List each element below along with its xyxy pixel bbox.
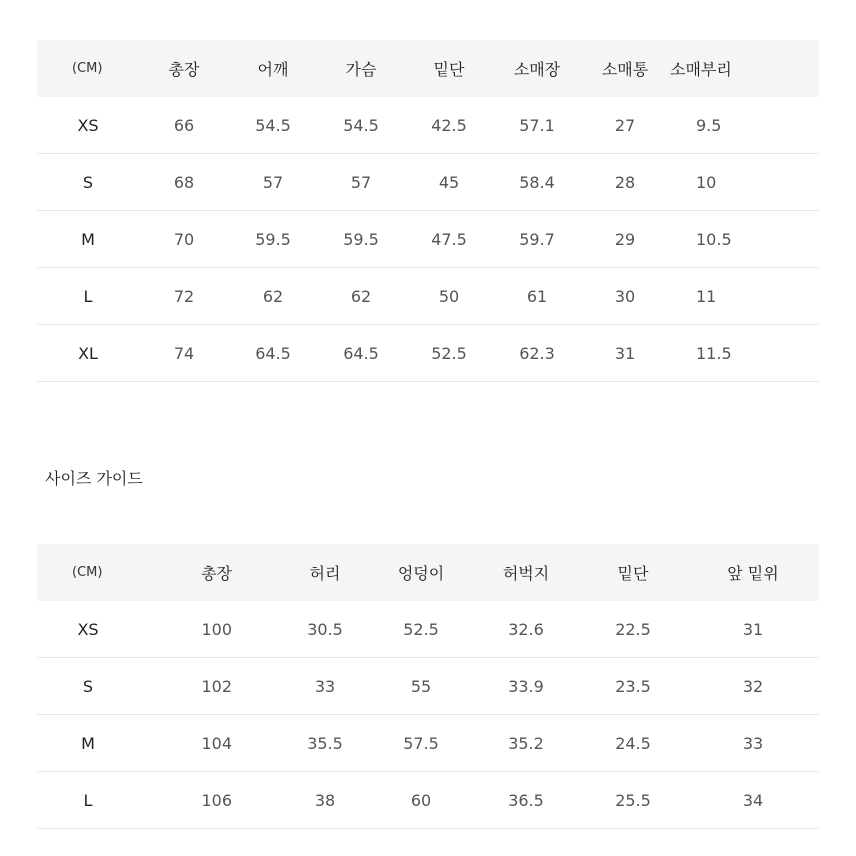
value-cell: 42.5 bbox=[405, 97, 493, 154]
unit-header: (CM) bbox=[37, 544, 139, 601]
value-cell: 57.1 bbox=[493, 97, 581, 154]
size-cell: XS bbox=[37, 601, 139, 658]
value-cell: 57 bbox=[229, 154, 317, 211]
value-cell: 60 bbox=[369, 772, 473, 829]
value-cell: 59.5 bbox=[317, 211, 405, 268]
value-cell: 102 bbox=[139, 658, 281, 715]
table-row bbox=[37, 772, 819, 829]
header-total-length: 총장 bbox=[139, 544, 281, 601]
value-cell: 57.5 bbox=[369, 715, 473, 772]
value-cell: 34 bbox=[687, 772, 819, 829]
size-cell: S bbox=[37, 658, 139, 715]
value-cell: 35.2 bbox=[473, 715, 579, 772]
size-cell: L bbox=[37, 772, 139, 829]
size-cell: M bbox=[37, 715, 139, 772]
value-cell: 68 bbox=[139, 154, 229, 211]
value-cell: 33 bbox=[281, 658, 369, 715]
header-sleeve-opening: 소매부리 bbox=[669, 40, 819, 97]
size-cell: XS bbox=[37, 97, 139, 154]
value-cell: 24.5 bbox=[579, 715, 687, 772]
value-cell: 72 bbox=[139, 268, 229, 325]
top-table-header-row bbox=[37, 40, 819, 97]
table-row bbox=[37, 154, 819, 211]
size-cell: XL bbox=[37, 325, 139, 382]
value-cell: 27 bbox=[581, 97, 669, 154]
bottom-size-table bbox=[37, 544, 819, 829]
value-cell: 104 bbox=[139, 715, 281, 772]
table-row bbox=[37, 601, 819, 658]
value-cell: 70 bbox=[139, 211, 229, 268]
header-hip: 엉덩이 bbox=[369, 544, 473, 601]
value-cell: 57 bbox=[317, 154, 405, 211]
value-cell: 10.5 bbox=[669, 211, 819, 268]
table-row bbox=[37, 97, 819, 154]
value-cell: 54.5 bbox=[317, 97, 405, 154]
value-cell: 31 bbox=[687, 601, 819, 658]
table-row bbox=[37, 211, 819, 268]
value-cell: 66 bbox=[139, 97, 229, 154]
value-cell: 62 bbox=[317, 268, 405, 325]
value-cell: 62.3 bbox=[493, 325, 581, 382]
value-cell: 32 bbox=[687, 658, 819, 715]
value-cell: 62 bbox=[229, 268, 317, 325]
value-cell: 30.5 bbox=[281, 601, 369, 658]
table-row bbox=[37, 268, 819, 325]
header-waist: 허리 bbox=[281, 544, 369, 601]
value-cell: 36.5 bbox=[473, 772, 579, 829]
header-sleeve-length: 소매장 bbox=[493, 40, 581, 97]
value-cell: 64.5 bbox=[317, 325, 405, 382]
value-cell: 31 bbox=[581, 325, 669, 382]
value-cell: 11.5 bbox=[669, 325, 819, 382]
header-sleeve-width: 소매통 bbox=[581, 40, 669, 97]
value-cell: 54.5 bbox=[229, 97, 317, 154]
header-shoulder: 어깨 bbox=[229, 40, 317, 97]
top-size-table bbox=[37, 40, 819, 382]
size-guide-title: 사이즈 가이드 bbox=[45, 469, 143, 488]
value-cell: 22.5 bbox=[579, 601, 687, 658]
value-cell: 52.5 bbox=[369, 601, 473, 658]
header-total-length: 총장 bbox=[139, 40, 229, 97]
size-cell: S bbox=[37, 154, 139, 211]
value-cell: 33.9 bbox=[473, 658, 579, 715]
value-cell: 59.5 bbox=[229, 211, 317, 268]
header-chest: 가슴 bbox=[317, 40, 405, 97]
value-cell: 106 bbox=[139, 772, 281, 829]
value-cell: 47.5 bbox=[405, 211, 493, 268]
value-cell: 30 bbox=[581, 268, 669, 325]
value-cell: 32.6 bbox=[473, 601, 579, 658]
value-cell: 61 bbox=[493, 268, 581, 325]
table-row bbox=[37, 658, 819, 715]
value-cell: 38 bbox=[281, 772, 369, 829]
value-cell: 33 bbox=[687, 715, 819, 772]
header-hem: 밑단 bbox=[579, 544, 687, 601]
value-cell: 52.5 bbox=[405, 325, 493, 382]
value-cell: 45 bbox=[405, 154, 493, 211]
value-cell: 74 bbox=[139, 325, 229, 382]
value-cell: 58.4 bbox=[493, 154, 581, 211]
value-cell: 59.7 bbox=[493, 211, 581, 268]
value-cell: 64.5 bbox=[229, 325, 317, 382]
table-row bbox=[37, 325, 819, 382]
header-thigh: 허벅지 bbox=[473, 544, 579, 601]
value-cell: 29 bbox=[581, 211, 669, 268]
value-cell: 55 bbox=[369, 658, 473, 715]
value-cell: 11 bbox=[669, 268, 819, 325]
value-cell: 35.5 bbox=[281, 715, 369, 772]
value-cell: 50 bbox=[405, 268, 493, 325]
value-cell: 23.5 bbox=[579, 658, 687, 715]
bottom-table-header-row bbox=[37, 544, 819, 601]
value-cell: 10 bbox=[669, 154, 819, 211]
header-front-rise: 앞 밑위 bbox=[687, 544, 819, 601]
value-cell: 28 bbox=[581, 154, 669, 211]
header-hem: 밑단 bbox=[405, 40, 493, 97]
unit-header: (CM) bbox=[37, 40, 139, 97]
table-row bbox=[37, 715, 819, 772]
size-cell: M bbox=[37, 211, 139, 268]
size-cell: L bbox=[37, 268, 139, 325]
value-cell: 25.5 bbox=[579, 772, 687, 829]
value-cell: 100 bbox=[139, 601, 281, 658]
value-cell: 9.5 bbox=[669, 97, 819, 154]
